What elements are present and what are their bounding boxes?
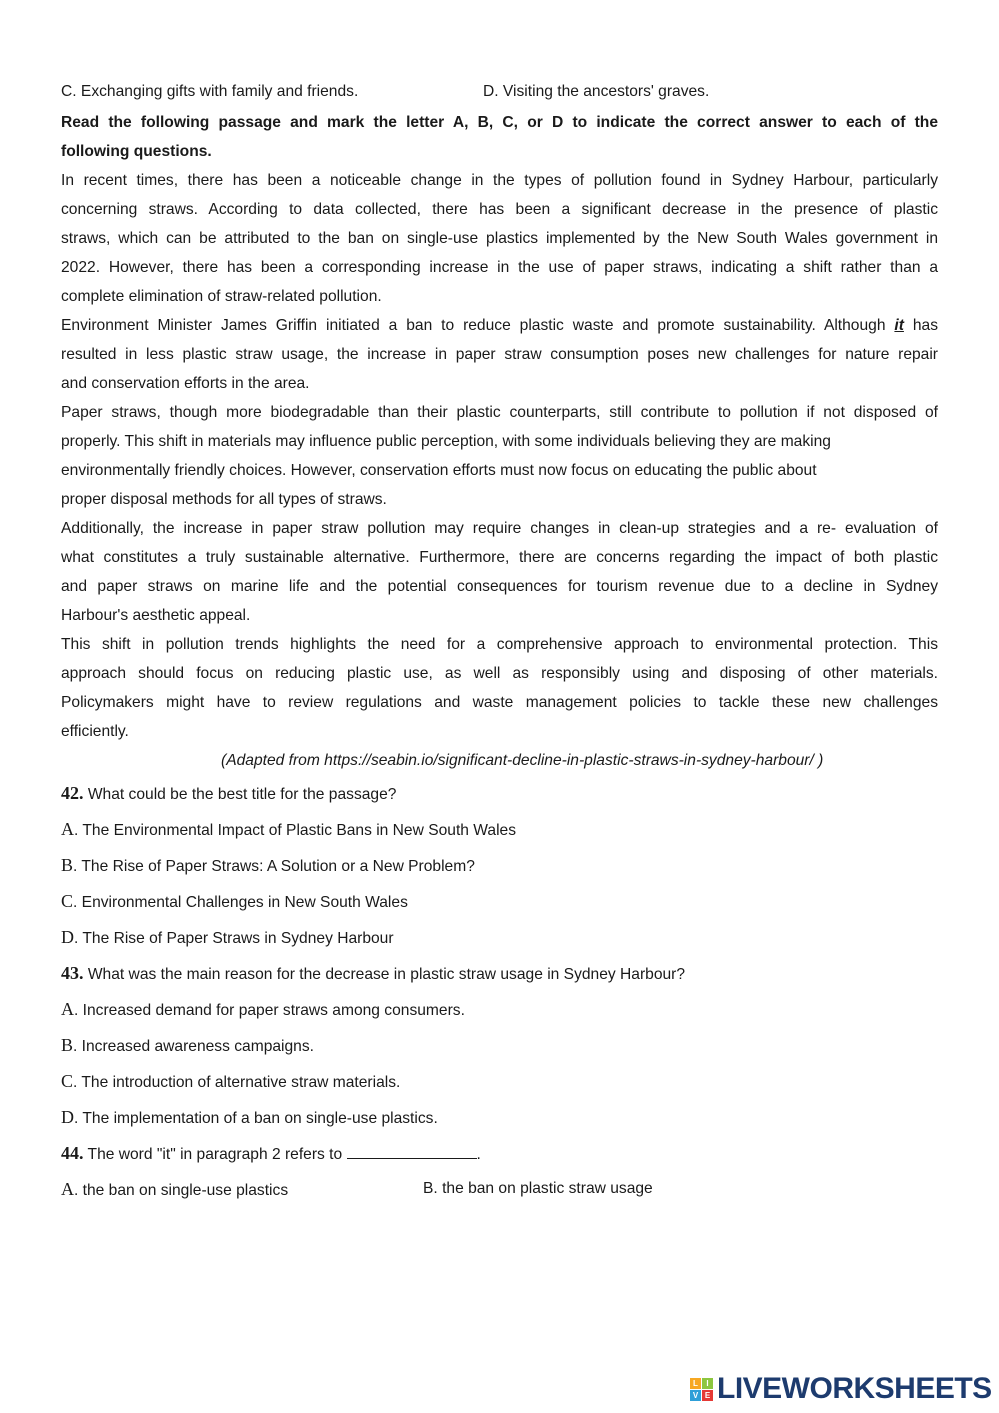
passage-line: efficiently. bbox=[61, 723, 129, 740]
passage-section bbox=[61, 77, 938, 775]
answer-option-c[interactable] bbox=[61, 1064, 938, 1100]
answer-option-b[interactable]: B. the ban on plastic straw usage bbox=[423, 1180, 653, 1197]
passage-line: This shift in pollution trends highlights the need for a comprehensive approach to environmental protection. This bbox=[61, 636, 938, 653]
paragraph-4 bbox=[61, 514, 938, 630]
answer-option-a[interactable] bbox=[61, 992, 938, 1028]
questions bbox=[61, 776, 938, 1208]
question-text: The word "it" in paragraph 2 refers to bbox=[83, 1146, 347, 1163]
passage-line: concerning straws. According to data collected, there has been a significant decrease in the presence of plastic bbox=[61, 201, 938, 218]
logo-cube-letter: I bbox=[702, 1378, 713, 1389]
passage-line bbox=[61, 311, 938, 340]
question-text: What was the main reason for the decrease in plastic straw usage in Sydney Harbour? bbox=[83, 966, 686, 983]
question-number: 44. bbox=[61, 1143, 84, 1163]
question-43 bbox=[61, 956, 938, 992]
source-citation: (Adapted from https://seabin.io/significant-decline-in-plastic-straws-in-sydney-harbour/ ) bbox=[221, 752, 824, 769]
logo-cube-icon bbox=[690, 1378, 713, 1401]
option-letter: D bbox=[61, 927, 74, 947]
answer-option-b[interactable] bbox=[61, 1028, 938, 1064]
option-text: . Increased awareness campaigns. bbox=[73, 1038, 314, 1055]
logo-cube-letter: L bbox=[690, 1378, 701, 1389]
logo-text: LIVEWORKSHEETS bbox=[717, 1372, 992, 1405]
question-42 bbox=[61, 776, 938, 812]
option-letter: B bbox=[61, 1035, 74, 1055]
passage-line: resulted in less plastic straw usage, the increase in paper straw consumption poses new challenges for nature repair bbox=[61, 346, 938, 363]
referent-word-it: it bbox=[894, 317, 904, 334]
paragraph-5 bbox=[61, 630, 938, 746]
question-44-options bbox=[61, 1172, 938, 1208]
paragraph-2 bbox=[61, 311, 938, 398]
paragraph-3 bbox=[61, 398, 938, 514]
answer-option-c[interactable] bbox=[61, 884, 938, 920]
answer-blank bbox=[347, 1144, 477, 1159]
question-44 bbox=[61, 1136, 938, 1172]
option-text: . The introduction of alternative straw materials. bbox=[73, 1074, 401, 1091]
passage-line: what constitutes a truly sustainable alternative. Furthermore, there are concerns regarding the impact of both plastic bbox=[61, 549, 938, 566]
passage-line: properly. This shift in materials may influence public perception, with some individuals believing they are making bbox=[61, 433, 831, 450]
passage-line: In recent times, there has been a noticeable change in the types of pollution found in Sydney Harbour, particularly bbox=[61, 172, 938, 189]
logo-cube-letter: V bbox=[690, 1390, 701, 1401]
option-letter: A bbox=[61, 999, 74, 1019]
paragraph-1 bbox=[61, 166, 938, 311]
passage-line: 2022. However, there has been a corresponding increase in the use of paper straws, indicating a shift rather than a bbox=[61, 259, 938, 276]
answer-option-d[interactable] bbox=[61, 1100, 938, 1136]
option-letter: A bbox=[61, 819, 74, 839]
instruction-line: Read the following passage and mark the letter A, B, C, or D to indicate the correct answer to each of the bbox=[61, 114, 938, 131]
option-letter: C bbox=[61, 891, 74, 911]
question-number: 42. bbox=[61, 783, 84, 803]
passage-line: environmentally friendly choices. However, conservation efforts must now focus on educating the public about bbox=[61, 462, 817, 479]
option-text: . Increased demand for paper straws among consumers. bbox=[74, 1002, 465, 1019]
option-text: . The Rise of Paper Straws: A Solution or a New Problem? bbox=[73, 858, 475, 875]
option-text: . The implementation of a ban on single-use plastics. bbox=[74, 1110, 438, 1127]
option-letter: A bbox=[61, 1179, 74, 1199]
question-number: 43. bbox=[61, 963, 84, 983]
option-c: C. Exchanging gifts with family and friends. bbox=[61, 83, 359, 100]
previous-question-options bbox=[61, 77, 938, 106]
passage-line: straws, which can be attributed to the ban on single-use plastics implemented by the New South Wales government in bbox=[61, 230, 938, 247]
answer-option-a[interactable] bbox=[61, 1172, 423, 1208]
passage-line: Paper straws, though more biodegradable than their plastic counterparts, still contribute to pollution if not disposed of bbox=[61, 404, 938, 421]
passage-line: and conservation efforts in the area. bbox=[61, 375, 310, 392]
instruction-line: following questions. bbox=[61, 143, 212, 160]
answer-option-b[interactable] bbox=[61, 848, 938, 884]
line-text: Environment Minister James Griffin initiated a ban to reduce plastic waste and promote sustainability. Although bbox=[61, 317, 895, 334]
line-text: has bbox=[903, 317, 938, 334]
passage-line: approach should focus on reducing plastic use, as well as responsibly using and disposing of other materials. bbox=[61, 665, 938, 682]
passage bbox=[61, 166, 938, 746]
question-text: What could be the best title for the passage? bbox=[83, 786, 397, 803]
passage-line: proper disposal methods for all types of straws. bbox=[61, 491, 387, 508]
answer-option-a[interactable] bbox=[61, 812, 938, 848]
option-text: . The Rise of Paper Straws in Sydney Harbour bbox=[74, 930, 394, 947]
answer-option-d[interactable] bbox=[61, 920, 938, 956]
option-letter: D bbox=[61, 1107, 74, 1127]
option-text: . The Environmental Impact of Plastic Bans in New South Wales bbox=[74, 822, 517, 839]
question-end: . bbox=[476, 1146, 481, 1163]
option-d: D. Visiting the ancestors' graves. bbox=[483, 83, 710, 100]
passage-line: and paper straws on marine life and the potential consequences for tourism revenue due to a decline in Sydney bbox=[61, 578, 938, 595]
passage-line: Harbour's aesthetic appeal. bbox=[61, 607, 251, 624]
option-letter: B bbox=[61, 855, 74, 875]
passage-line: Additionally, the increase in paper straw pollution may require changes in clean-up strategies and a re- evaluation of bbox=[61, 520, 938, 537]
option-letter: C bbox=[61, 1071, 74, 1091]
option-text: . Environmental Challenges in New South Wales bbox=[73, 894, 408, 911]
option-text: . the ban on single-use plastics bbox=[74, 1182, 289, 1199]
passage-line: complete elimination of straw-related pollution. bbox=[61, 288, 382, 305]
logo-cube-letter: E bbox=[702, 1390, 713, 1401]
passage-line: Policymakers might have to review regulations and waste management policies to tackle these new challenges bbox=[61, 694, 938, 711]
liveworksheets-logo bbox=[690, 1372, 992, 1406]
